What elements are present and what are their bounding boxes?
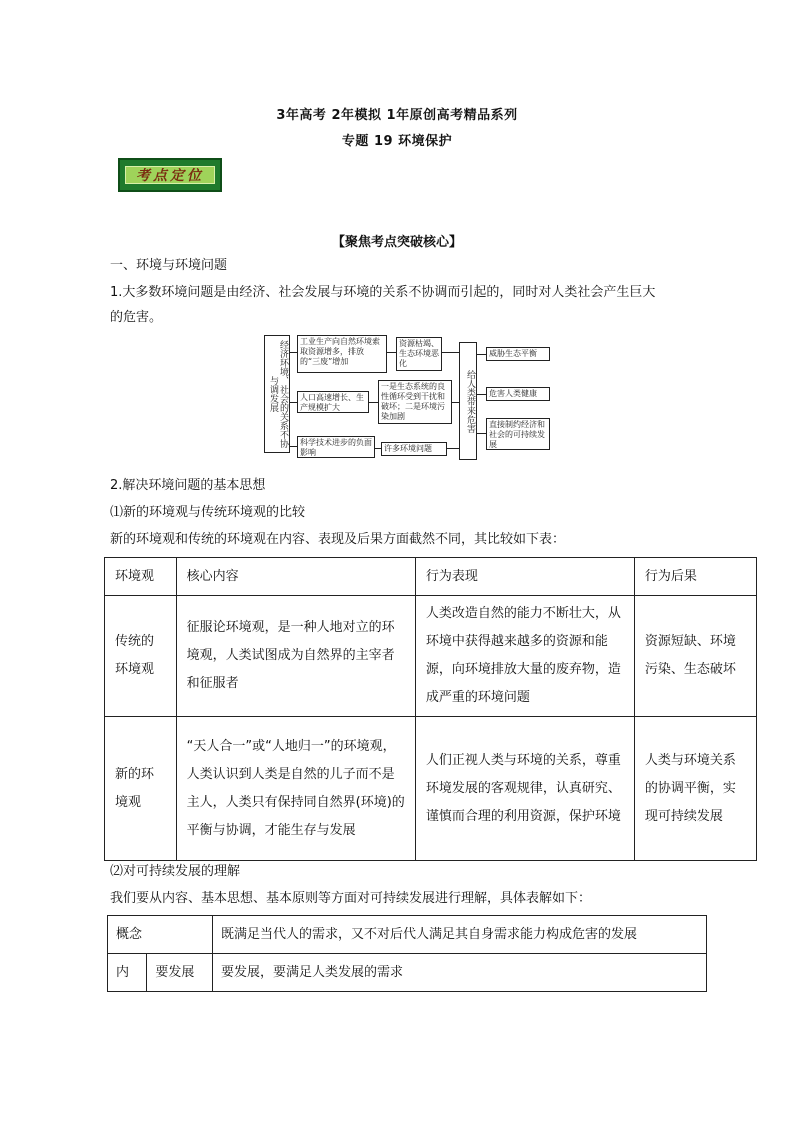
diagram-connector <box>477 433 486 434</box>
point-1: 1.大多数环境问题是由经济、社会发展与环境的关系不协调而引起的，同时对人类社会产生巨大 <box>110 285 656 300</box>
diagram-cause-3: 科学技术进步的负面影响 <box>297 436 375 458</box>
diagram-connector <box>290 446 297 447</box>
table-cell: 要发展 <box>147 954 213 992</box>
diagram-root: 经济环境、社会的关系不协与调发展 <box>264 335 290 453</box>
table-header-cell: 行为表现 <box>415 558 634 596</box>
table-cell: 人类与环境关系的协调平衡，实现可持续发展 <box>634 717 756 861</box>
table-header-cell: 行为后果 <box>634 558 756 596</box>
sub-heading-1: ⑴新的环境观与传统环境观的比较 <box>110 505 306 520</box>
sub-desc-1: 新的环境观和传统的环境观在内容、表现及后果方面截然不同，其比较如下表： <box>110 532 566 547</box>
table-header-cell: 核心内容 <box>176 558 415 596</box>
diagram-connector <box>442 352 459 353</box>
diagram-connector <box>447 448 459 449</box>
section-heading: 【聚焦考点突破核心】 <box>331 235 462 250</box>
diagram-effect-1: 威胁生态平衡 <box>486 347 550 361</box>
point-1-cont: 的危害。 <box>110 310 163 325</box>
badge-label: 考点定位 <box>125 166 215 184</box>
table-header-row <box>105 558 757 596</box>
sub-desc-2: 我们要从内容、基本思想、基本原则等方面对可持续发展进行理解，具体表解如下： <box>110 891 592 906</box>
diagram-connector <box>369 402 378 403</box>
table-cell: 新的环境观 <box>105 717 177 861</box>
table-row <box>108 954 707 992</box>
table-cell: 内 <box>108 954 147 992</box>
topic-badge <box>118 158 222 192</box>
diagram-effect-3: 直接制约经济和社会的可持续发展 <box>486 418 550 450</box>
diagram-cause-1: 工业生产向自然环境索取资源增多，排放的“三废”增加 <box>297 335 387 373</box>
table-row <box>105 596 757 717</box>
diagram-connector <box>452 402 459 403</box>
series-title: 3年高考 2年模拟 1年原创高考精品系列 <box>276 108 518 123</box>
point-2: 2.解决环境问题的基本思想 <box>110 478 266 493</box>
table-cell: 既满足当代人的需求，又不对后代人满足其自身需求能力构成危害的发展 <box>213 916 707 954</box>
table-row <box>105 717 757 861</box>
diagram-effect-2: 危害人类健康 <box>486 387 550 401</box>
sub-heading-2: ⑵对可持续发展的理解 <box>110 864 241 879</box>
table-cell: 资源短缺、环境污染、生态破坏 <box>634 596 756 717</box>
table-cell: “天人合一”或“人地归一”的环境观，人类认识到人类是自然的儿子而不是主人，人类只有保持同自然界(环境)的平衡与协调，才能生存与发展 <box>176 717 415 861</box>
diagram-connector <box>477 394 486 395</box>
diagram-connector <box>290 352 297 353</box>
diagram-connector <box>290 402 297 403</box>
table-cell: 人们正视人类与环境的关系，尊重环境发展的客观规律，认真研究、谨慎而合理的利用资源，保护环境 <box>415 717 634 861</box>
table-cell: 要发展，要满足人类发展的需求 <box>213 954 707 992</box>
table-cell: 传统的环境观 <box>105 596 177 717</box>
table-header-cell: 环境观 <box>105 558 177 596</box>
table-row <box>108 916 707 954</box>
table-cell: 人类改造自然的能力不断壮大，从环境中获得越来越多的资源和能源，向环境排放大量的废弃物，造成严重的环境问题 <box>415 596 634 717</box>
topic-title: 专题 19 环境保护 <box>341 134 453 149</box>
diagram-mid-2: 一是生态系统的良性循环受到干扰和破坏；二是环境污染加剧 <box>378 380 452 424</box>
diagram-connector <box>375 448 381 449</box>
diagram-mid-1: 资源枯竭、生态环境恶化 <box>396 337 442 371</box>
diagram-connector <box>477 354 486 355</box>
environment-problem-diagram <box>262 332 552 462</box>
part-heading: 一、环境与环境问题 <box>110 258 228 273</box>
table-cell: 概念 <box>108 916 213 954</box>
diagram-mid-3: 许多环境问题 <box>381 442 447 456</box>
sustainable-development-table <box>107 915 707 992</box>
diagram-cause-2: 人口高速增长、生产规模扩大 <box>297 391 369 413</box>
table-cell: 征服论环境观，是一种人地对立的环境观，人类试图成为自然界的主宰者和征服者 <box>176 596 415 717</box>
diagram-harm: 给人类带来危害 <box>459 342 477 460</box>
environment-view-table <box>104 557 757 861</box>
diagram-connector <box>387 352 396 353</box>
